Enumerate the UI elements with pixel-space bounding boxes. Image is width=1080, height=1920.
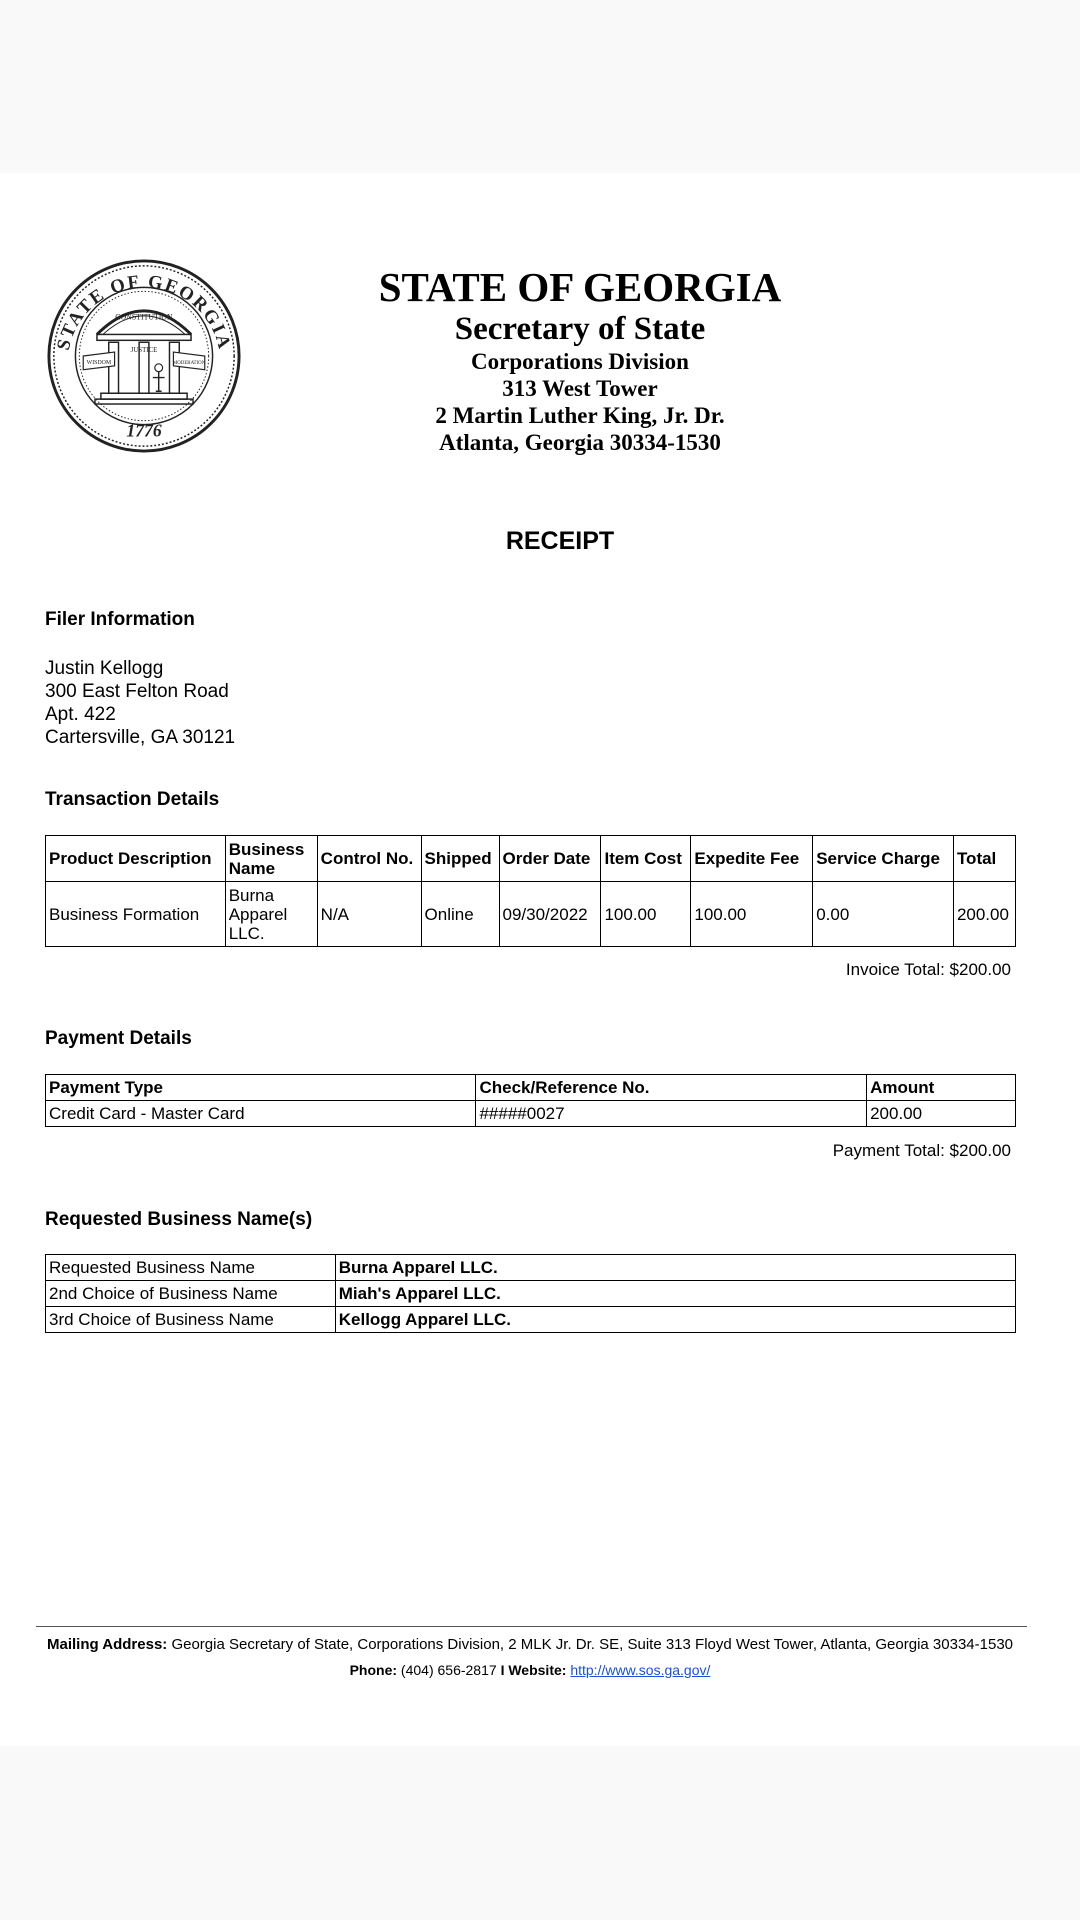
mailing-text: Georgia Secretary of State, Corporations Division, 2 MLK Jr. Dr. SE, Suite 313 Floyd West Tower, Atlanta, Georgia 30334-1530 (171, 1636, 1013, 1653)
filer-apt: Apt. 422 (45, 704, 116, 725)
filer-city: Cartersville, GA 30121 (45, 727, 236, 748)
website-link[interactable]: http://www.sos.ga.gov/ (570, 1662, 711, 1678)
col-item-cost: Item Cost (601, 836, 691, 882)
name-choice-label: Requested Business Name (46, 1255, 336, 1281)
svg-text:1776: 1776 (126, 420, 162, 441)
letterhead-street: 2 Martin Luther King, Jr. Dr. (435, 403, 725, 428)
filer-name: Justin Kellogg (45, 658, 164, 679)
cell-control-no: N/A (317, 882, 421, 947)
table-row (46, 1307, 1016, 1333)
phone-number: (404) 656-2817 (400, 1662, 497, 1678)
cell-expedite-fee: 100.00 (691, 882, 813, 947)
footer-contact (0, 1662, 1060, 1678)
cell-check-reference-no: #####0027 (476, 1101, 867, 1127)
filer-address (45, 657, 235, 749)
table-row (46, 1255, 1016, 1281)
letterhead-city: Atlanta, Georgia 30334-1530 (439, 430, 721, 455)
col-product-description: Product Description (46, 836, 226, 882)
phone-label: Phone: (349, 1662, 398, 1678)
mailing-label: Mailing Address: (46, 1636, 168, 1653)
col-check-reference-no: Check/Reference No. (476, 1075, 867, 1101)
letterhead-division: Corporations Division (471, 349, 689, 374)
col-business-name: Business Name (225, 836, 317, 882)
footer-separator: I (500, 1662, 505, 1678)
receipt-page (0, 173, 1080, 1746)
col-expedite-fee: Expedite Fee (691, 836, 813, 882)
transaction-table (45, 835, 1016, 947)
cell-item-cost: 100.00 (601, 882, 691, 947)
cell-order-date: 09/30/2022 (499, 882, 601, 947)
payment-heading: Payment Details (45, 1028, 192, 1049)
col-shipped: Shipped (421, 836, 499, 882)
svg-text:MODERATION: MODERATION (172, 360, 206, 366)
cell-business-name: Burna Apparel LLC. (225, 882, 317, 947)
table-row (46, 1101, 1016, 1127)
letterhead-state: STATE OF GEORGIA (378, 264, 782, 310)
footer-divider (36, 1626, 1027, 1627)
cell-payment-type: Credit Card - Master Card (46, 1101, 476, 1127)
requested-names-table (45, 1254, 1016, 1333)
cell-shipped: Online (421, 882, 499, 947)
svg-text:JUSTICE: JUSTICE (130, 347, 158, 355)
table-row (46, 1281, 1016, 1307)
cell-service-charge: 0.00 (813, 882, 954, 947)
transaction-heading: Transaction Details (45, 789, 220, 810)
col-order-date: Order Date (499, 836, 601, 882)
footer-mailing-address (0, 1636, 1060, 1653)
col-payment-type: Payment Type (46, 1075, 476, 1101)
name-choice-label: 3rd Choice of Business Name (46, 1307, 336, 1333)
col-total: Total (953, 836, 1015, 882)
cell-amount: 200.00 (867, 1101, 1016, 1127)
letterhead-office: Secretary of State (454, 311, 706, 347)
cell-total: 200.00 (953, 882, 1015, 947)
cell-product-description: Business Formation (46, 882, 226, 947)
receipt-title: RECEIPT (505, 527, 615, 555)
svg-text:CONSTITUTION: CONSTITUTION (115, 312, 173, 322)
name-choice-value: Burna Apparel LLC. (335, 1255, 1015, 1281)
transaction-header-row (46, 836, 1016, 882)
invoice-total: Invoice Total: $200.00 (845, 960, 1011, 979)
col-service-charge: Service Charge (813, 836, 954, 882)
svg-text:WISDOM: WISDOM (86, 359, 112, 366)
payment-total: Payment Total: $200.00 (832, 1141, 1011, 1160)
payment-table (45, 1074, 1016, 1127)
name-choice-label: 2nd Choice of Business Name (46, 1281, 336, 1307)
col-control-no: Control No. (317, 836, 421, 882)
requested-names-heading: Requested Business Name(s) (45, 1209, 313, 1230)
filer-street: 300 East Felton Road (45, 681, 229, 702)
name-choice-value: Miah's Apparel LLC. (335, 1281, 1015, 1307)
georgia-state-seal-logo (46, 258, 242, 454)
letterhead (330, 264, 830, 456)
letterhead-tower: 313 West Tower (502, 376, 658, 401)
svg-text:STATE OF GEORGIA: STATE OF GEORGIA (52, 271, 236, 353)
payment-header-row (46, 1075, 1016, 1101)
name-choice-value: Kellogg Apparel LLC. (335, 1307, 1015, 1333)
table-row (46, 882, 1016, 947)
website-label: Website: (508, 1662, 567, 1678)
col-amount: Amount (867, 1075, 1016, 1101)
filer-heading: Filer Information (45, 609, 195, 630)
